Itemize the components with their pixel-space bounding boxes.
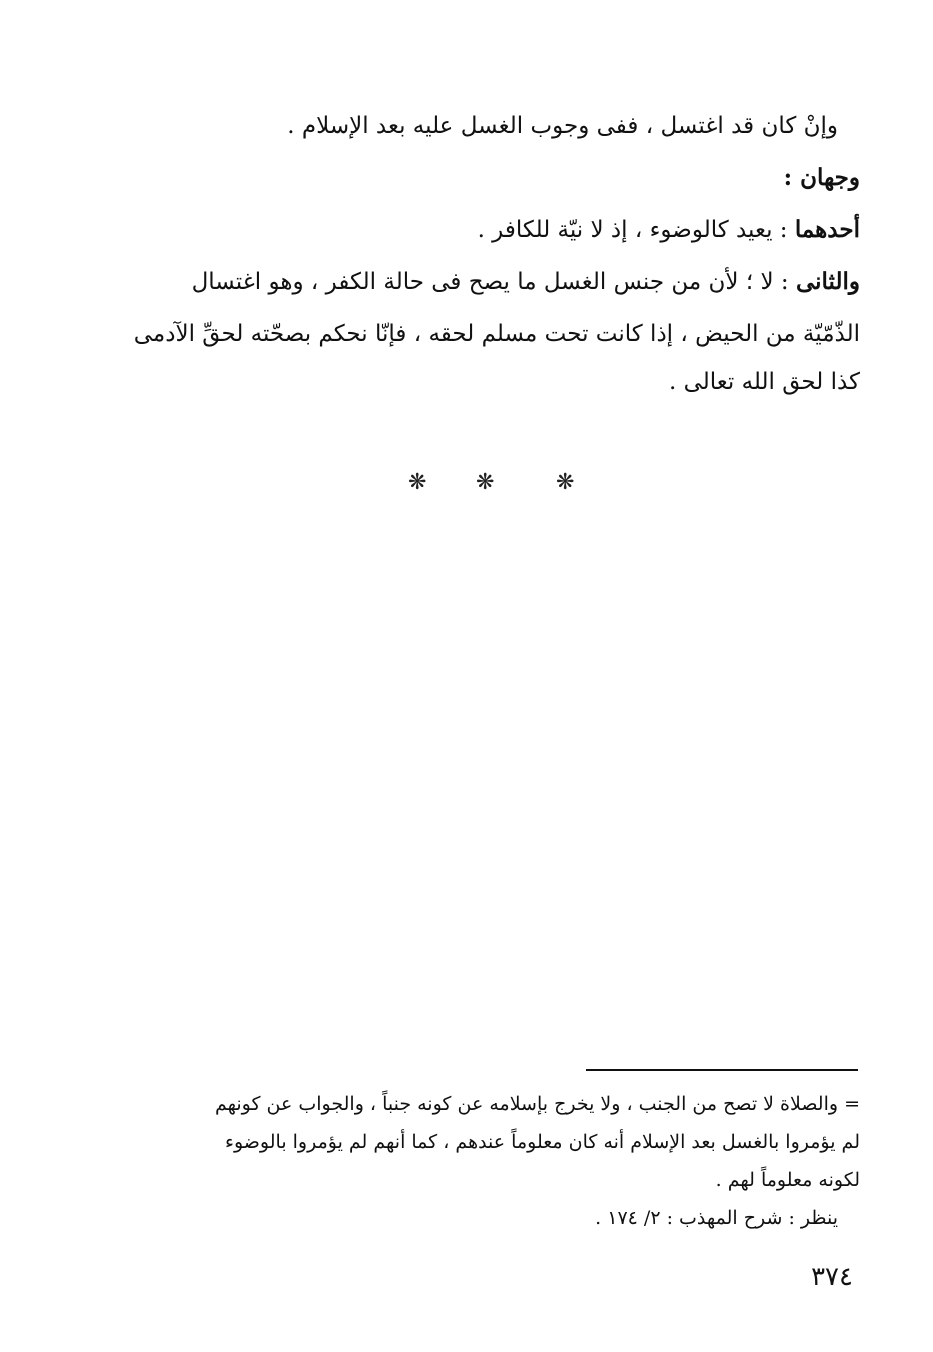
main-text [118, 100, 860, 404]
star-ornament-icon: ❋ [408, 470, 427, 495]
opinion-label-first: أحدهما [794, 216, 860, 243]
section-label: وجهان : [783, 164, 860, 191]
star-ornament-icon: ❋ [556, 470, 575, 495]
paragraph-line [118, 256, 860, 308]
paragraph-line: كذا لحق الله تعالى . [668, 369, 860, 395]
opinion-text-first: : يعيد كالوضوء ، إذ لا نيّة للكافر . [477, 217, 795, 243]
footnote-line: = والصلاة لا تصح من الجنب ، ولا يخرج بإسلامه عن كونه جنباً ، والجواب عن كونهم [214, 1093, 860, 1115]
page-number: ٣٧٤ [811, 1262, 853, 1292]
footnote-line: لكونه معلوماً لهم . [715, 1169, 860, 1191]
footnote-divider [586, 1069, 858, 1071]
section-separator [0, 470, 933, 500]
opinion-text-second: : لا ؛ لأن من جنس الغسل ما يصح فى حالة الكفر ، وهو اغتسال [191, 269, 796, 295]
paragraph-line: وإنْ كان قد اغتسل ، ففى وجوب الغسل عليه بعد الإسلام . [287, 113, 838, 139]
opinion-label-second: والثانى [795, 268, 860, 295]
footnote-line: لم يؤمروا بالغسل بعد الإسلام أنه كان معلوماً عندهم ، كما أنهم لم يؤمروا بالوضوء [225, 1131, 860, 1153]
paragraph-line: الذّمّيّة من الحيض ، إذا كانت تحت مسلم لحقه ، فإنّا نحكم بصحّته لحقِّ الآدمى [133, 321, 860, 347]
footnote-block [118, 1085, 860, 1237]
paragraph-line [118, 152, 860, 204]
paragraph-line [118, 204, 860, 256]
star-ornament-icon: ❋ [476, 470, 495, 495]
footnote-reference: ينظر : شرح المهذب : ٢/ ١٧٤ . [595, 1207, 838, 1229]
